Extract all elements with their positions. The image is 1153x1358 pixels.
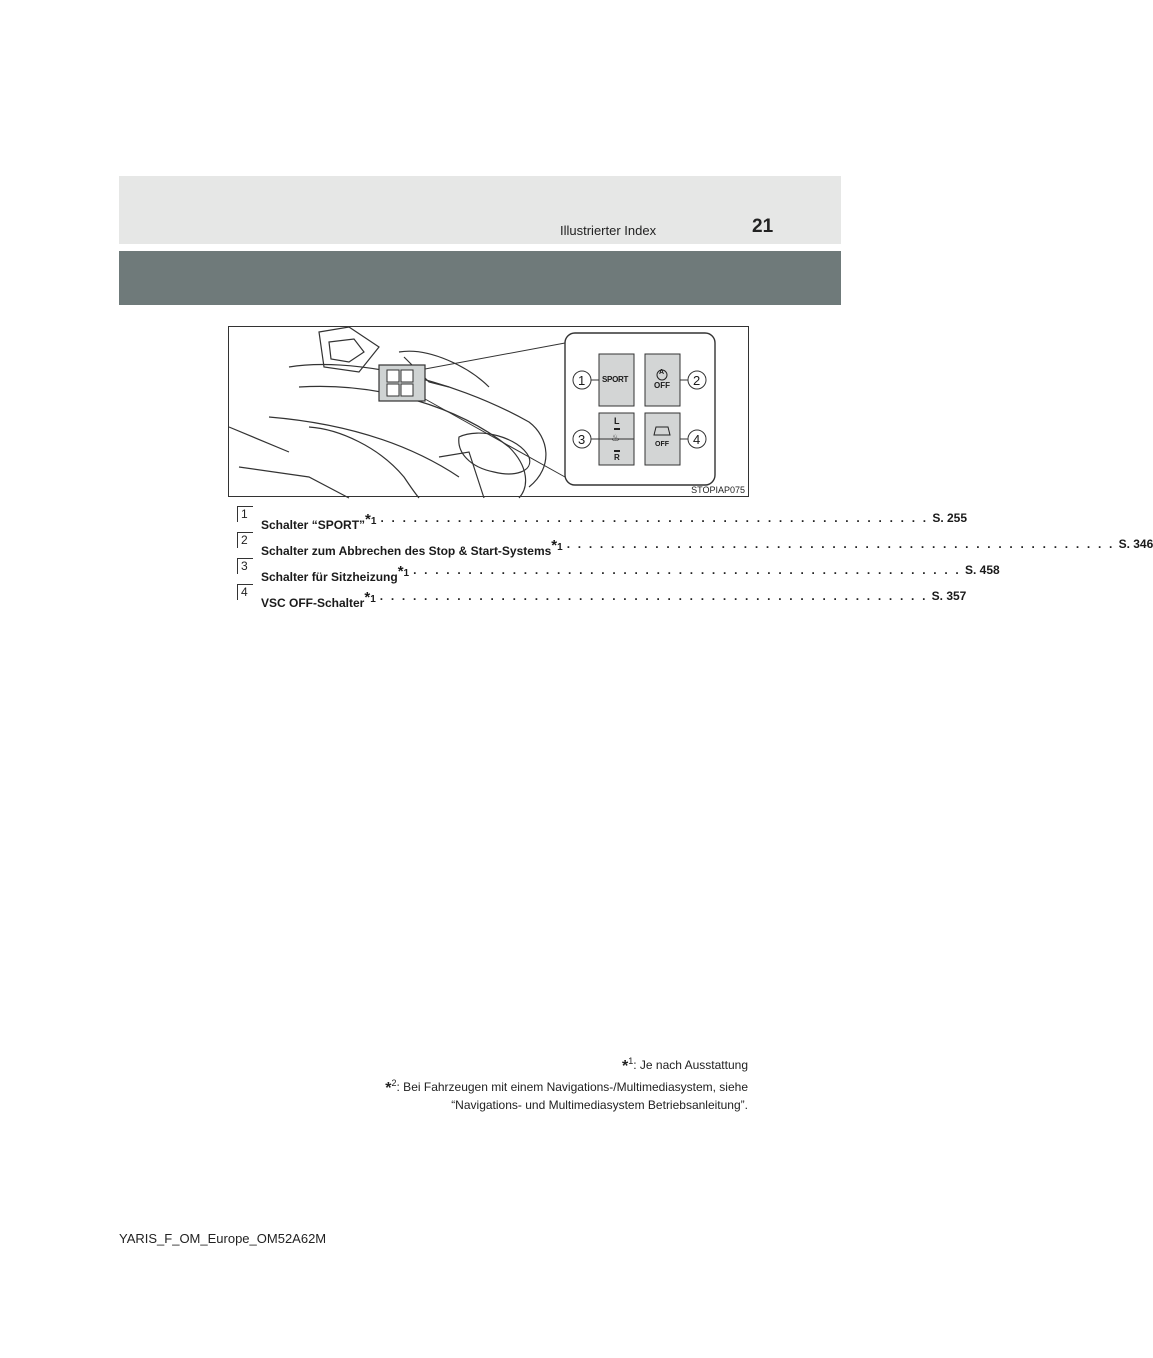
item-number: 1 [237,506,253,522]
seat-right-label: R [614,453,620,462]
console-lines [229,327,546,498]
index-item-seat-heater[interactable] [237,557,1000,584]
stop-start-a-label: A [659,369,665,376]
seat-left-label: L [614,416,620,426]
index-item-sport[interactable] [237,505,968,532]
item-label: Schalter zum Abbrechen des Stop & Start-Systems$^{*1}$ [261,537,563,558]
zoom-line-bottom [425,399,565,477]
page-reference[interactable]: S. 255 [932,511,968,525]
section-banner [119,251,841,305]
figure-code: STOPIAP075 [691,485,745,495]
vsc-off-label: OFF [655,441,669,448]
header-band [119,176,841,244]
document-id: YARIS_F_OM_Europe_OM52A62M [119,1231,327,1246]
index-list [237,505,1153,610]
item-label: Schalter für Sitzheizung$^{*1}$ [261,563,410,584]
seat-heater-icon: ♨ [611,433,620,444]
sport-label: SPORT [602,375,629,384]
zoom-line-top [425,343,565,369]
switch-panel-zoom [565,333,715,485]
item-number: 3 [237,558,253,574]
item-number: 2 [237,532,253,548]
leader-dots: . . . . . . . . . . . . . . . . . . . . . . . . . . . . . . . . . . . . . . . . . . . . . . . . . . [380,511,929,525]
page-reference[interactable]: S. 458 [964,563,1000,577]
console-illustration [228,326,749,497]
console-drawing [229,327,750,498]
item-number: 4 [237,584,253,600]
callout-1: 1 [578,373,586,388]
stop-start-off-switch [645,354,680,406]
leader-dots: . . . . . . . . . . . . . . . . . . . . . . . . . . . . . . . . . . . . . . . . . . . . . . . . . . [413,563,961,577]
footnote-2: *$^2$: Bei Fahrzeugen mit einem Navigations-/Multimediasystem, siehe [385,1078,748,1097]
page-number: 21 [752,216,774,237]
footnote-1: *$^1$: Je nach Ausstattung [622,1056,748,1075]
index-item-vsc-off[interactable] [237,583,967,610]
callout-2: 2 [693,373,701,388]
footnote-2-continued: “Navigations- und Multimediasystem Betriebsanleitung”. [451,1098,748,1112]
index-item-stop-start[interactable] [237,531,1153,558]
stop-start-off-label: OFF [654,381,670,390]
callout-3: 3 [578,432,586,447]
callout-4: 4 [693,432,701,447]
item-label: Schalter “SPORT”$^{*1}$ [261,511,377,532]
section-title: Illustrierter Index [560,223,657,238]
page-reference[interactable]: S. 346 [1118,537,1153,551]
vsc-off-switch [645,413,680,465]
leader-dots: . . . . . . . . . . . . . . . . . . . . . . . . . . . . . . . . . . . . . . . . . . . . . . . . . . [566,537,1115,551]
footnotes [385,1053,748,1114]
item-label: VSC OFF-Schalter$^{*1}$ [261,589,376,610]
leader-dots: . . . . . . . . . . . . . . . . . . . . . . . . . . . . . . . . . . . . . . . . . . . . . . . . . . [379,589,928,603]
page-reference[interactable]: S. 357 [931,589,967,603]
